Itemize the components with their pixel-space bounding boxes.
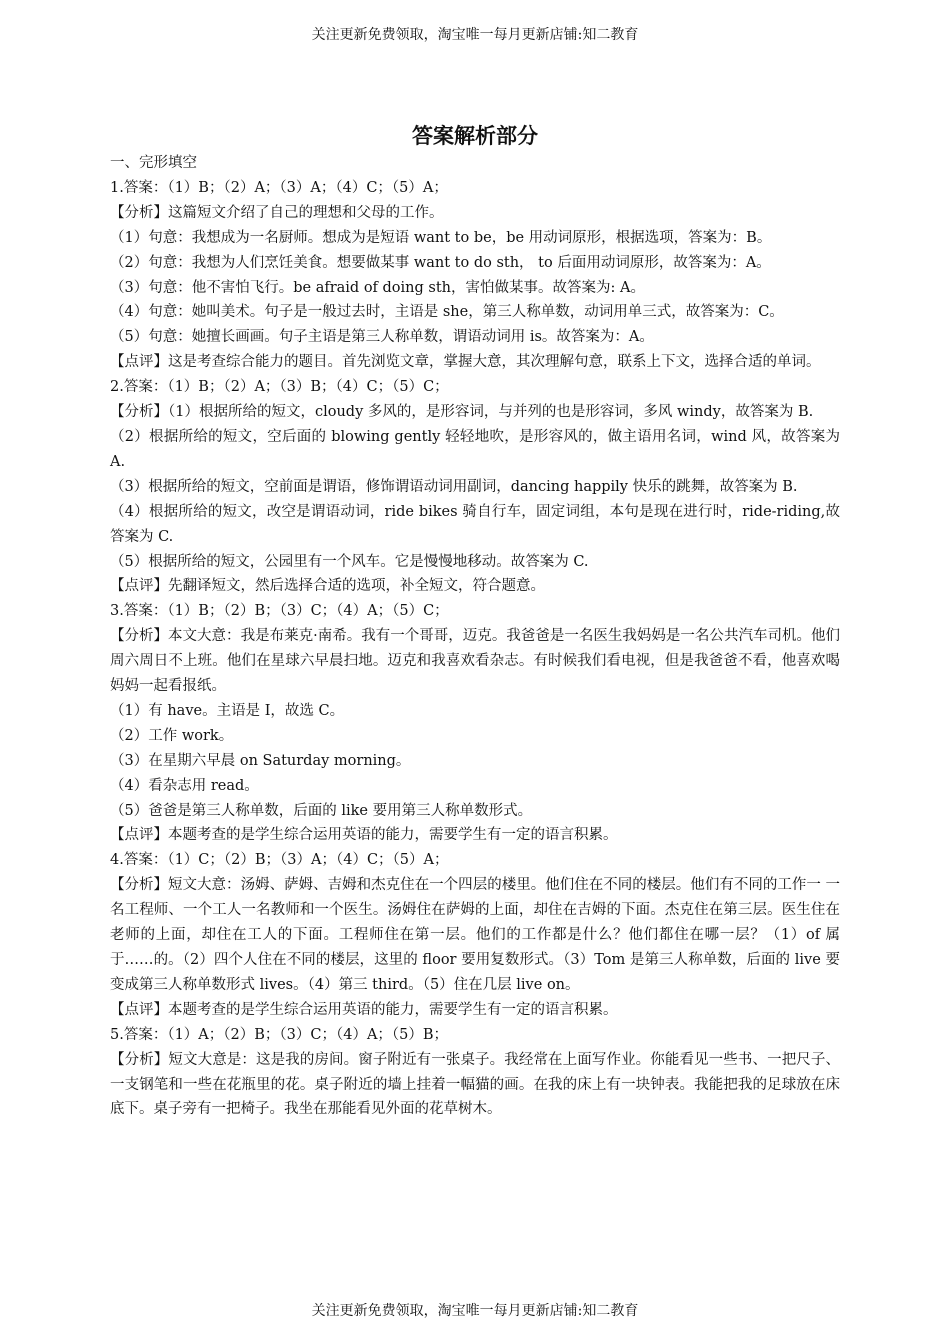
analysis-item: （5）句意：她擅长画画。句子主语是第三人称单数，谓语动词用 is。故答案为：A。 — [110, 329, 654, 346]
analysis-item: （1）句意：我想成为一名厨师。想成为是短语 want to be，be 用动词原形，根据选项，答案为：B。 — [110, 229, 772, 246]
analysis-item: （3）根据所给的短文，空前面是谓语，修饰谓语动词用副词，dancing happily 快乐的跳舞，故答案为 B. — [110, 478, 798, 495]
analysis-item: （4）根据所给的短文，改空是谓语动词，ride bikes 骑自行车，固定词组，本句是现在进行时，ride-riding,故答案为 C. — [110, 503, 840, 545]
answer-line-1: 1.答案：（1）B；（2）A；（3）A；（4）C；（5）A； — [110, 179, 448, 196]
analysis-item: （1）有 have。主语是 I，故选 C。 — [110, 702, 345, 719]
analysis-item: （2）工作 work。 — [110, 727, 234, 744]
analysis-item: （5）爸爸是第三人称单数，后面的 like 要用第三人称单数形式。 — [110, 802, 533, 819]
page-footer: 关注更新免费领取，淘宝唯一每月更新店铺:知二教育 — [311, 1303, 639, 1319]
page-header: 关注更新免费领取，淘宝唯一每月更新店铺:知二教育 — [311, 27, 639, 43]
answer-line-4: 4.答案：（1）C；（2）B；（3）A；（4）C；（5）A； — [110, 852, 449, 869]
analysis-item: （5）根据所给的短文，公园里有一个风车。它是慢慢地移动。故答案为 C. — [110, 553, 589, 570]
answer-line-5: 5.答案：（1）A；（2）B；（3）C；（4）A；（5）B； — [110, 1026, 449, 1043]
analysis-item: （3）在星期六早晨 on Saturday morning。 — [110, 752, 411, 769]
comment-paragraph: 【点评】本题考查的是学生综合运用英语的能力，需要学生有一定的语言积累。 — [110, 827, 618, 844]
analysis-item: （2）句意：我想为人们烹饪美食。想要做某事 want to do sth， to 后面用动词原形，故答案为：A。 — [110, 254, 771, 271]
page-title: 答案解析部分 — [412, 123, 538, 148]
analysis-paragraph: 【分析】短文大意：汤姆、萨姆、吉姆和杰克住在一个四层的楼里。他们住在不同的楼层。他们有不同的工作一 一名工程师、一个工人一名教师和一个医生。汤姆住在萨姆的上面，却住在吉姆的下面。杰克住在第三层。医生住在老师的上面，却住在工人的下面。工程师住在第一层。他们的工作都是什么？他们都住在哪一层？（1）of 属于……的。（2）四个人住在不同的楼层，这里的 floor 要用复数形式。（3）Tom 是第三人称单数，后面的 live 要变成第三人称单数形式 lives。（4）第三 third。（5）住在几层 live on。 — [110, 877, 840, 993]
analysis-item: （3）句意：他不害怕飞行。be afraid of doing sth，害怕做某事。故答案为: A。 — [110, 279, 645, 296]
analysis-paragraph: 【分析】短文大意是：这是我的房间。窗子附近有一张桌子。我经常在上面写作业。你能看见一些书、一把尺子、一支钢笔和一些在花瓶里的花。桌子附近的墙上挂着一幅猫的画。在我的床上有一块钟表。我能把我的足球放在床底下。桌子旁有一把椅子。我坐在那能看见外面的花草树木。 — [110, 1051, 840, 1118]
comment-paragraph: 【点评】这是考查综合能力的题目。首先浏览文章，掌握大意，其次理解句意，联系上下文，选择合适的单词。 — [110, 354, 821, 371]
comment-paragraph: 【点评】本题考查的是学生综合运用英语的能力，需要学生有一定的语言积累。 — [110, 1001, 618, 1018]
answer-line-2: 2.答案：（1）B；（2）A；（3）B；（4）C；（5）C； — [110, 379, 449, 396]
comment-paragraph: 【点评】先翻译短文，然后选择合适的选项，补全短文，符合题意。 — [110, 578, 545, 595]
answer-line-3: 3.答案：（1）B；（2）B；（3）C；（4）A；（5）C； — [110, 603, 449, 620]
analysis-item: （4）看杂志用 read。 — [110, 777, 259, 794]
analysis-paragraph: 【分析】这篇短文介绍了自己的理想和父母的工作。 — [110, 204, 444, 221]
document-body — [110, 122, 840, 1122]
analysis-paragraph: 【分析】本文大意：我是布莱克·南希。我有一个哥哥，迈克。我爸爸是一名医生我妈妈是一名公共汽车司机。他们周六周日不上班。他们在星球六早晨扫地。迈克和我喜欢看杂志。有时候我们看电视，但是我爸爸不看，他喜欢喝妈妈一起看报纸。 — [110, 628, 840, 695]
section-heading: 一、完形填空 — [110, 155, 197, 171]
analysis-item: （2）根据所给的短文，空后面的 blowing gently 轻轻地吹，是形容风的，做主语用名词，wind 风，故答案为 A. — [110, 428, 840, 470]
analysis-item: （4）句意：她叫美术。句子是一般过去时，主语是 she，第三人称单数，动词用单三式，故答案为：C。 — [110, 304, 784, 321]
analysis-paragraph: 【分析】（1）根据所给的短文，cloudy 多风的，是形容词，与并列的也是形容词，多风 windy，故答案为 B. — [110, 404, 814, 421]
